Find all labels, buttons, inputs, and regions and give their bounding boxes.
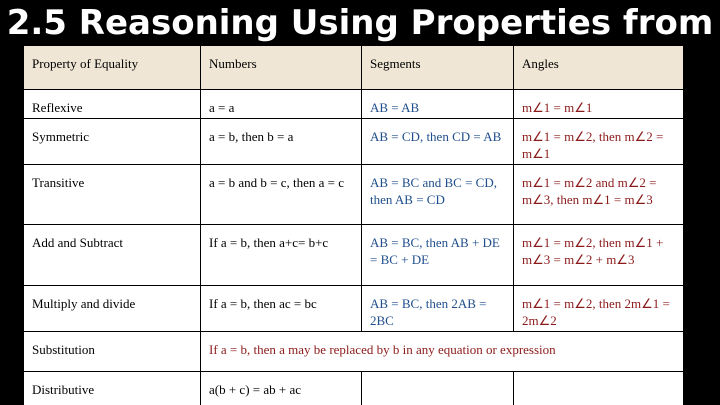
angles-cell: m∠1 = m∠2 and m∠2 = m∠3, then m∠1 = m∠3 <box>514 165 684 225</box>
segments-cell: AB = CD, then CD = AB <box>362 119 514 165</box>
properties-table <box>23 45 684 405</box>
property-name: Add and Subtract <box>24 225 201 286</box>
table-header-row <box>24 46 684 90</box>
angles-cell: m∠1 = m∠1 <box>514 90 684 119</box>
segments-cell: AB = AB <box>362 90 514 119</box>
numbers-cell: a = b and b = c, then a = c <box>201 165 362 225</box>
angles-cell: m∠1 = m∠2, then m∠2 = m∠1 <box>514 119 684 165</box>
property-name: Transitive <box>24 165 201 225</box>
property-name: Multiply and divide <box>24 286 201 332</box>
table-row <box>24 90 684 119</box>
numbers-cell: a(b + c) = ab + ac <box>201 372 362 405</box>
numbers-cell: If a = b, then ac = bc <box>201 286 362 332</box>
table-row <box>24 372 684 405</box>
empty-cell <box>362 372 514 405</box>
property-name: Reflexive <box>24 90 201 119</box>
empty-cell <box>514 372 684 405</box>
header-numbers: Numbers <box>201 46 362 90</box>
table-row <box>24 286 684 332</box>
table-row <box>24 165 684 225</box>
angles-cell: m∠1 = m∠2, then m∠1 + m∠3 = m∠2 + m∠3 <box>514 225 684 286</box>
property-name: Substitution <box>24 332 201 372</box>
slide-title: 2.5 Reasoning Using Properties from <box>6 3 714 43</box>
segments-cell: AB = BC, then 2AB = 2BC <box>362 286 514 332</box>
header-property: Property of Equality <box>24 46 201 90</box>
numbers-cell: If a = b, then a+c= b+c <box>201 225 362 286</box>
header-angles: Angles <box>514 46 684 90</box>
numbers-cell: a = a <box>201 90 362 119</box>
table-row <box>24 332 684 372</box>
table-row <box>24 225 684 286</box>
numbers-cell: a = b, then b = a <box>201 119 362 165</box>
table-row <box>24 119 684 165</box>
substitution-cell: If a = b, then a may be replaced by b in any equation or expression <box>201 332 684 372</box>
header-segments: Segments <box>362 46 514 90</box>
property-name: Distributive <box>24 372 201 405</box>
property-name: Symmetric <box>24 119 201 165</box>
angles-cell: m∠1 = m∠2, then 2m∠1 = 2m∠2 <box>514 286 684 332</box>
segments-cell: AB = BC and BC = CD, then AB = CD <box>362 165 514 225</box>
segments-cell: AB = BC, then AB + DE = BC + DE <box>362 225 514 286</box>
